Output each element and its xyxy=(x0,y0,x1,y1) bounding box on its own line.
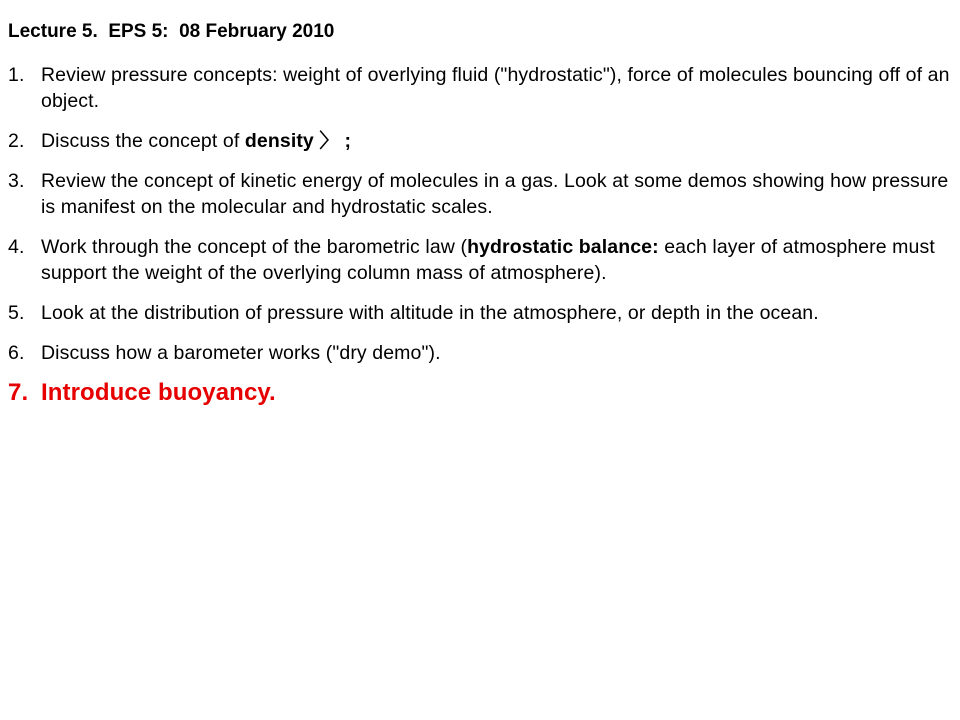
agenda-item-2 xyxy=(8,128,958,154)
agenda-item-1 xyxy=(8,62,958,114)
agenda-item-4 xyxy=(8,234,958,286)
item-number: 3. xyxy=(8,170,25,192)
item-text: Introduce buoyancy. xyxy=(41,379,276,406)
item-text-pre: Work through the concept of the barometric law ( xyxy=(41,236,468,258)
item-text: Look at the distribution of pressure with altitude in the atmosphere, or depth in the ocean. xyxy=(41,302,819,324)
item-number: 7. xyxy=(8,379,29,406)
agenda-item-7 xyxy=(8,378,958,408)
item-bold-term: density xyxy=(244,130,314,152)
item-number: 6. xyxy=(8,342,25,364)
agenda-item-3 xyxy=(8,168,958,220)
item-number: 2. xyxy=(8,130,25,152)
agenda-list xyxy=(8,62,958,422)
item-bold-term: hydrostatic balance: xyxy=(467,236,659,258)
item-number: 5. xyxy=(8,302,25,324)
item-text: Discuss how a barometer works ("dry demo"). xyxy=(41,342,441,364)
item-text-post: 〉 ; xyxy=(313,130,352,152)
item-text-post: each layer of atmosphere must support the weight of the overlying column mass of atmosphere). xyxy=(41,236,935,284)
slide-title: Lecture 5. EPS 5: 08 February 2010 xyxy=(8,21,335,42)
item-text: Review pressure concepts: weight of overlying fluid ("hydrostatic"), force of molecules bouncing off of an object. xyxy=(41,64,950,112)
item-text-pre: Discuss the concept of xyxy=(41,130,245,152)
item-text: Review the concept of kinetic energy of molecules in a gas. Look at some demos showing how pressure is manifest on the molecular and hydrostatic scales. xyxy=(41,170,949,218)
agenda-item-6 xyxy=(8,340,958,366)
item-number: 4. xyxy=(8,236,25,258)
item-number: 1. xyxy=(8,64,25,86)
agenda-item-5 xyxy=(8,300,958,326)
